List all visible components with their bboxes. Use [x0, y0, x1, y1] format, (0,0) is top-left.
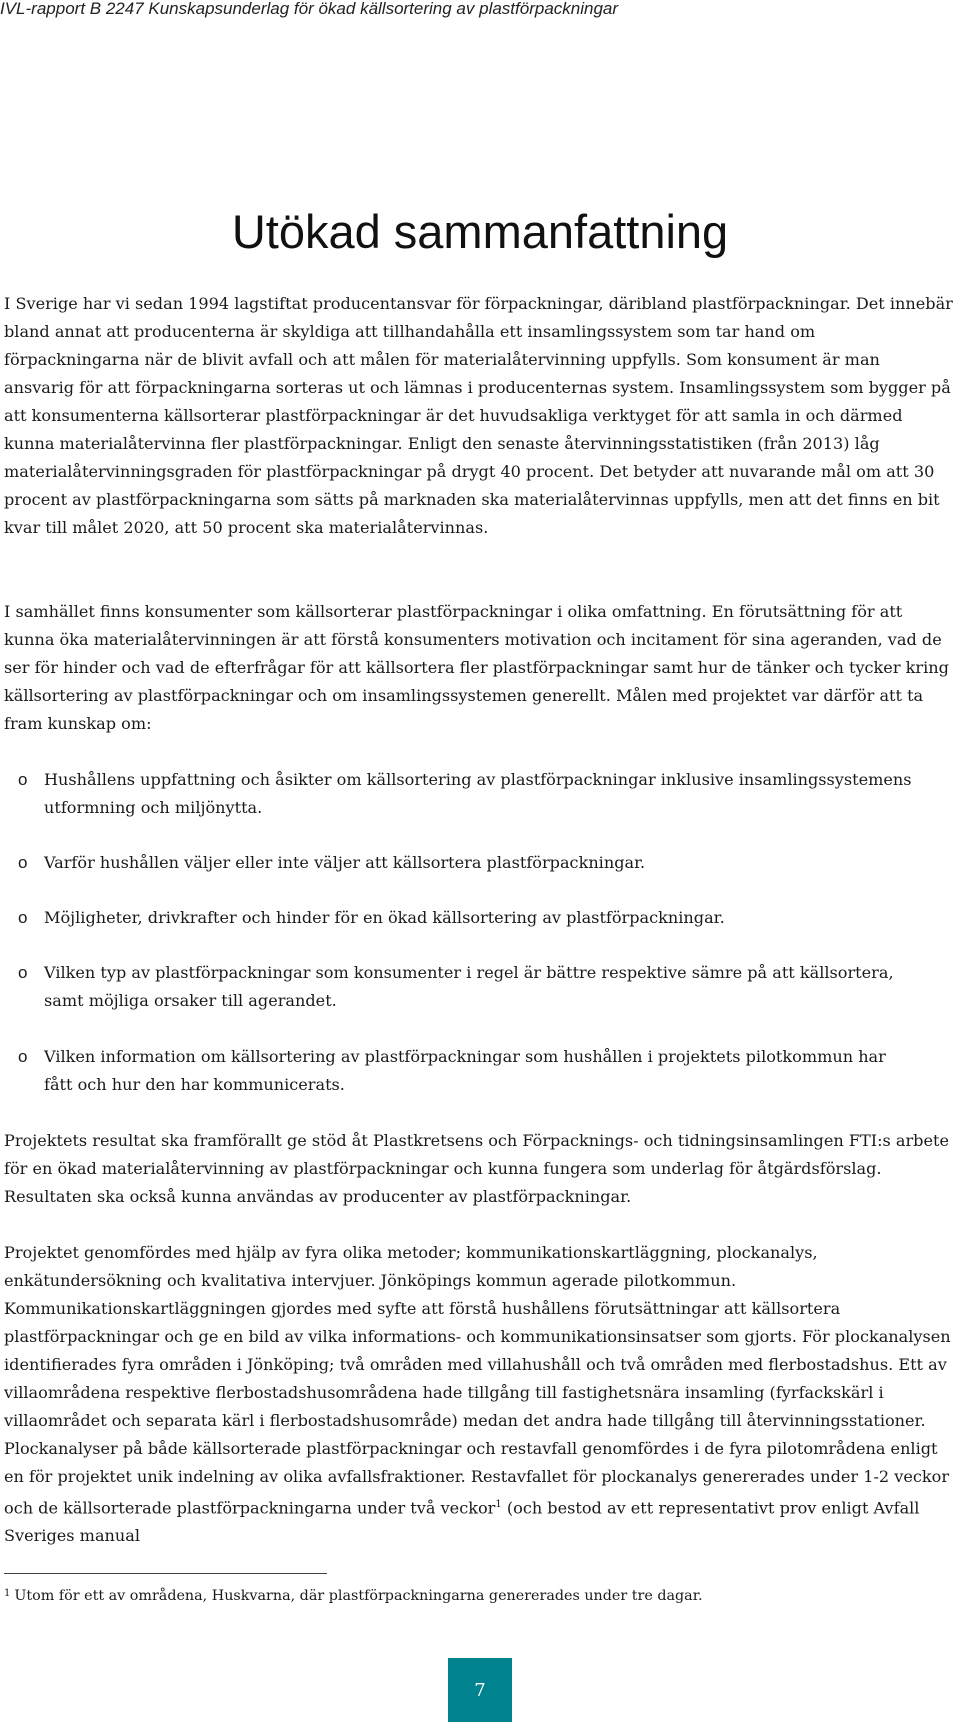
footnote-text: Utom för ett av områdena, Huskvarna, där plastförpackningarna genererades under tre dagar.	[14, 1588, 703, 1604]
paragraph-intro: I Sverige har vi sedan 1994 lagstiftat producentansvar för förpackningar, däribland plastförpackningar. Det innebär bland annat att producenterna är skyldiga att tillhandahålla ett insamlingssystem som tar hand om förpackningarna när de blivit avfall och att målen för materialåtervinning uppfylls. Som konsument är man ansvarig för att förpackningarna sorteras ut och lämnas i producenternas system. Insamlingssystem som bygger på att konsumenterna källsorterar plastförpackningar är det huvudsakliga verktyget för att samla in och därmed kunna materialåtervinna fler plastförpackningar. Enligt den senaste återvinningsstatistiken (från 2013) låg materialåtervinningsgraden för plastförpackningar på drygt 40 procent. Det betyder att nuvarande mål om att 30 procent av plastförpackningarna som sätts på marknaden ska materialåtervinnas uppfylls, men att det finns en bit kvar till målet 2020, att 50 procent ska materialåtervinnas.	[4, 294, 953, 537]
bullet-icon: o	[18, 770, 28, 789]
footnote-reference[interactable]: 1	[495, 1499, 502, 1510]
paragraph-method-text: Projektet genomfördes med hjälp av fyra olika metoder; kommunikationskartläggning, plockanalys, enkätundersökning och kvalitativa intervjuer. Jönköpings kommun agerade pilotkommun. Kommunikationskartläggningen gjordes med syfte att förstå hushållens förutsättningar att källsortera plastförpackningar och ge en bild av vilka informations- och kommunikationsinsatser som gjorts. För plockanalysen identifierades fyra områden i Jönköping; två områden med villahushåll och två områden med flerbostadshus. Ett av villaområdena respektive flerbostadshusområdena hade tillgång till fastighetsnära insamling (fyrfackskärl i villaområdet och separata kärl i flerbostadshusområde) medan det andra hade tillgång till återvinningsstationer. Plockanalyser på både källsorterade plastförpackningar och restavfall genomfördes i de fyra pilotområdena enligt en för projektet unik indelning av olika avfallsfraktioner. Restavfallet för plockanalys genererades under 1-2 veckor och de källsorterade plastförpackningarna under två veckor	[4, 1243, 951, 1518]
bullet-icon: o	[18, 908, 28, 927]
paragraph-method-tail: (och bestod av ett representativt prov enligt Avfall Sveriges manual	[4, 1498, 920, 1546]
list-item-text: Hushållens uppfattning och åsikter om källsortering av plastförpackningar inklusive insamlingssystemens utformning och miljönytta.	[44, 770, 912, 817]
footnote-divider	[4, 1573, 327, 1574]
bullet-icon: o	[18, 1047, 28, 1066]
list-item-text: Varför hushållen väljer eller inte väljer att källsortera plastförpackningar.	[44, 853, 646, 872]
page-number: 7	[474, 1679, 486, 1701]
footnote	[4, 1583, 954, 1607]
list-item-text: Vilken typ av plastförpackningar som konsumenter i regel är bättre respektive sämre på att källsortera, samt möjliga orsaker till agerandet.	[44, 963, 894, 1010]
paragraph-motivation: I samhället finns konsumenter som källsorterar plastförpackningar i olika omfattning. En förutsättning för att kunna öka materialåtervinningen är att förstå konsumenters motivation och incitament för sina ageranden, vad de ser för hinder och vad de efterfrågar för att källsortera fler plastförpackningar samt hur de tänker och tycker kring källsortering av plastförpackningar och om insamlingssystemen generellt. Målen med projektet var därför att ta fram kunskap om:	[4, 602, 949, 733]
list-item-text: Möjligheter, drivkrafter och hinder för en ökad källsortering av plastförpackningar.	[44, 908, 725, 927]
section-title: Utökad sammanfattning	[231, 205, 729, 258]
running-header: IVL-rapport B 2247 Kunskapsunderlag för ökad källsortering av plastförpackningar	[0, 0, 619, 18]
list-item-text: Vilken information om källsortering av plastförpackningar som hushållen i projektets pilotkommun har fått och hur den har kommunicerats.	[44, 1047, 886, 1094]
page-number-badge	[448, 1658, 512, 1722]
paragraph-results: Projektets resultat ska framförallt ge stöd åt Plastkretsens och Förpacknings- och tidningsinsamlingen FTI:s arbete för en ökad materialåtervinning av plastförpackningar och kunna fungera som underlag för åtgärdsförslag. Resultaten ska också kunna användas av producenter av plastförpackningar.	[4, 1131, 949, 1206]
footnote-mark: 1	[4, 1588, 11, 1599]
paragraph-method	[4, 1239, 954, 1550]
bullet-icon: o	[18, 853, 28, 872]
bullet-icon: o	[18, 963, 28, 982]
